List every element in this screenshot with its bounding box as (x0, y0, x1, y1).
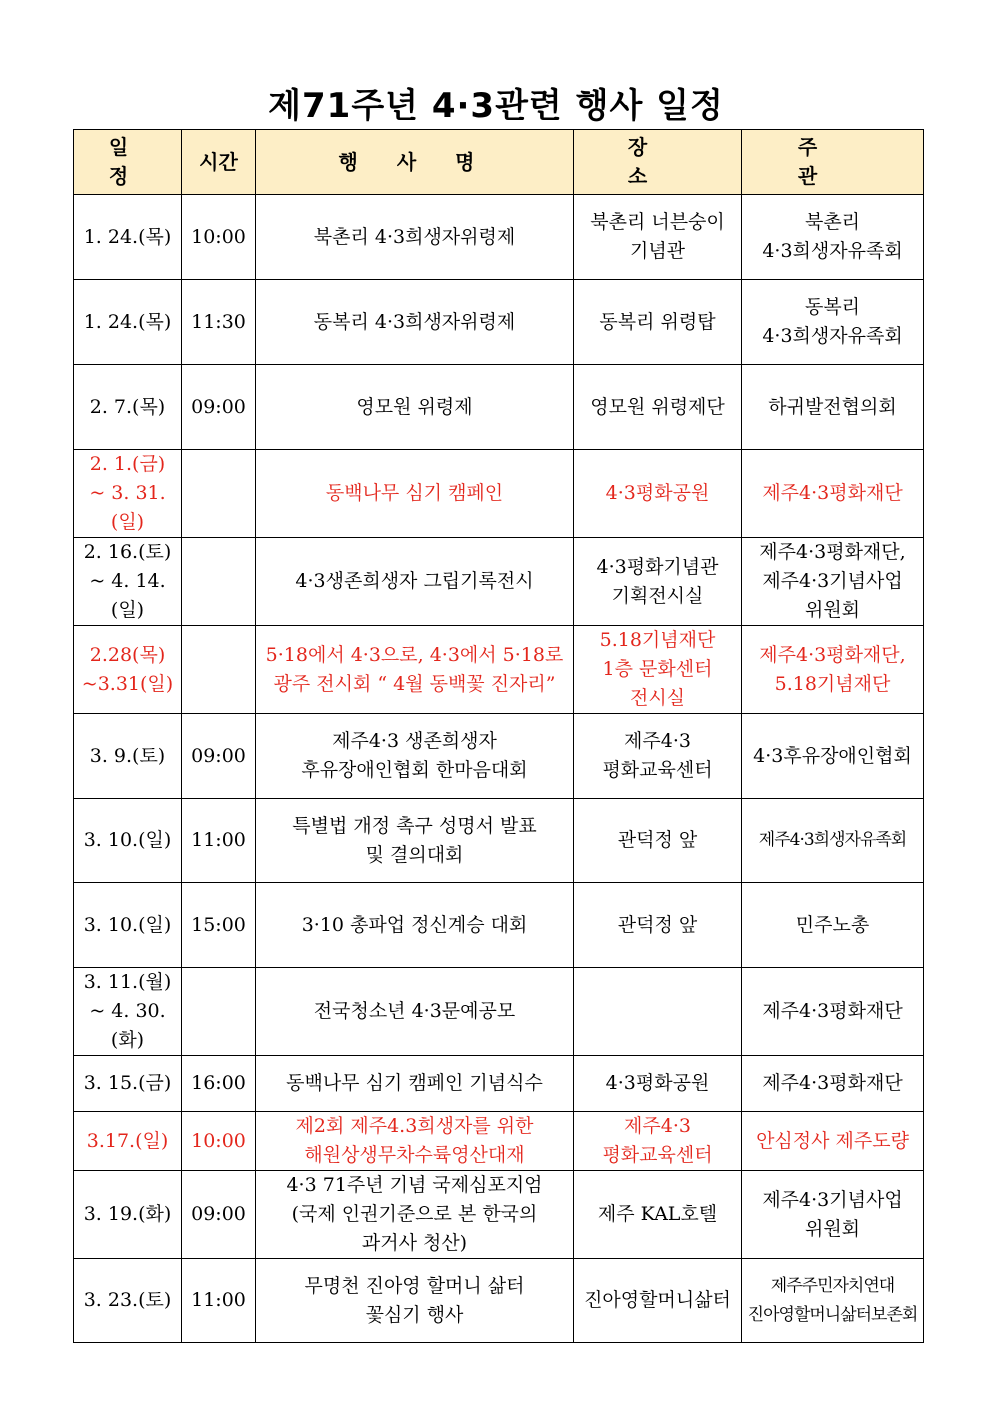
cell-host: 제주4·3평화재단, 5.18기념재단 (742, 626, 924, 714)
cell-date: 2. 1.(금) ~ 3. 31.(일) (74, 450, 182, 538)
table-row (74, 1056, 924, 1112)
cell-time: 10:00 (182, 195, 256, 280)
cell-host: 제주4·3희생자유족회 (742, 799, 924, 883)
table-row (74, 799, 924, 883)
cell-date: 1. 24.(목) (74, 195, 182, 280)
cell-time: 15:00 (182, 883, 256, 968)
table-row (74, 883, 924, 968)
cell-host: 제주4·3기념사업 위원회 (742, 1171, 924, 1259)
page-title: 제71주년 4·3관련 행사 일정 (268, 86, 724, 126)
cell-place: 관덕정 앞 (574, 799, 742, 883)
cell-event: 제주4·3 생존희생자 후유장애인협회 한마음대회 (256, 714, 574, 799)
cell-place: 제주 KAL호텔 (574, 1171, 742, 1259)
cell-host: 제주4·3평화재단 (742, 968, 924, 1056)
cell-event: 영모원 위령제 (256, 365, 574, 450)
table-row (74, 1259, 924, 1343)
cell-time (182, 626, 256, 714)
cell-time (182, 538, 256, 626)
cell-date: 3. 9.(토) (74, 714, 182, 799)
cell-event: 3·10 총파업 정신계승 대회 (256, 883, 574, 968)
cell-host: 4·3후유장애인협회 (742, 714, 924, 799)
table-header-row (74, 130, 924, 195)
cell-host: 안심정사 제주도량 (742, 1112, 924, 1171)
event-schedule-table (73, 129, 924, 1343)
cell-time (182, 450, 256, 538)
cell-place: 관덕정 앞 (574, 883, 742, 968)
cell-time: 09:00 (182, 365, 256, 450)
cell-date: 2.28(목) ~3.31(일) (74, 626, 182, 714)
cell-date: 3.17.(일) (74, 1112, 182, 1171)
cell-time: 16:00 (182, 1056, 256, 1112)
cell-event: 4·3 71주년 기념 국제심포지엄 (국제 인권기준으로 본 한국의 과거사 청산) (256, 1171, 574, 1259)
table-row (74, 450, 924, 538)
cell-place: 영모원 위령제단 (574, 365, 742, 450)
cell-event: 5·18에서 4·3으로, 4·3에서 5·18로 광주 전시회 “ 4월 동백꽃 진자리” (256, 626, 574, 714)
cell-date: 2. 16.(토) ~ 4. 14.(일) (74, 538, 182, 626)
cell-date: 3. 10.(일) (74, 883, 182, 968)
cell-event: 동복리 4·3희생자위령제 (256, 280, 574, 365)
cell-event: 특별법 개정 촉구 성명서 발표 및 결의대회 (256, 799, 574, 883)
table-row (74, 365, 924, 450)
table-row (74, 1112, 924, 1171)
column-header-event: 행 사 명 (256, 130, 574, 195)
cell-place: 4·3평화공원 (574, 1056, 742, 1112)
cell-place: 제주4·3 평화교육센터 (574, 714, 742, 799)
cell-date: 3. 15.(금) (74, 1056, 182, 1112)
column-header-place: 장 소 (574, 130, 742, 195)
cell-event: 동백나무 심기 캠페인 (256, 450, 574, 538)
cell-host: 제주4·3평화재단, 제주4·3기념사업 위원회 (742, 538, 924, 626)
schedule-body (74, 195, 924, 1343)
cell-date: 3. 10.(일) (74, 799, 182, 883)
cell-place: 동복리 위령탑 (574, 280, 742, 365)
cell-event: 제2회 제주4.3희생자를 위한 해원상생무차수륙영산대재 (256, 1112, 574, 1171)
cell-place: 북촌리 너븐숭이 기념관 (574, 195, 742, 280)
cell-time: 11:00 (182, 1259, 256, 1343)
cell-date: 1. 24.(목) (74, 280, 182, 365)
column-header-time: 시간 (182, 130, 256, 195)
cell-date: 2. 7.(목) (74, 365, 182, 450)
cell-time: 09:00 (182, 714, 256, 799)
table-row (74, 968, 924, 1056)
cell-time: 11:00 (182, 799, 256, 883)
cell-host: 북촌리 4·3희생자유족회 (742, 195, 924, 280)
cell-host: 민주노총 (742, 883, 924, 968)
table-row (74, 714, 924, 799)
cell-time (182, 968, 256, 1056)
cell-event: 4·3생존희생자 그립기록전시 (256, 538, 574, 626)
table-row (74, 626, 924, 714)
cell-time: 10:00 (182, 1112, 256, 1171)
cell-time: 09:00 (182, 1171, 256, 1259)
cell-event: 동백나무 심기 캠페인 기념식수 (256, 1056, 574, 1112)
table-row (74, 1171, 924, 1259)
cell-place (574, 968, 742, 1056)
table-row (74, 280, 924, 365)
cell-host: 제주4·3평화재단 (742, 1056, 924, 1112)
cell-date: 3. 19.(화) (74, 1171, 182, 1259)
column-header-date: 일 정 (74, 130, 182, 195)
cell-event: 북촌리 4·3희생자위령제 (256, 195, 574, 280)
table-row (74, 195, 924, 280)
column-header-host: 주 관 (742, 130, 924, 195)
cell-event: 전국청소년 4·3문예공모 (256, 968, 574, 1056)
cell-date: 3. 11.(월) ~ 4. 30.(화) (74, 968, 182, 1056)
cell-host: 제주4·3평화재단 (742, 450, 924, 538)
cell-host: 하귀발전협의회 (742, 365, 924, 450)
cell-place: 4·3평화공원 (574, 450, 742, 538)
cell-event: 무명천 진아영 할머니 삶터 꽃심기 행사 (256, 1259, 574, 1343)
cell-place: 제주4·3 평화교육센터 (574, 1112, 742, 1171)
cell-date: 3. 23.(토) (74, 1259, 182, 1343)
table-row (74, 538, 924, 626)
cell-time: 11:30 (182, 280, 256, 365)
cell-place: 진아영할머니삶터 (574, 1259, 742, 1343)
cell-place: 5.18기념재단 1층 문화센터 전시실 (574, 626, 742, 714)
cell-place: 4·3평화기념관 기획전시실 (574, 538, 742, 626)
cell-host: 동복리 4·3희생자유족회 (742, 280, 924, 365)
cell-host: 제주주민자치연대 진아영할머니삶터보존회 (742, 1259, 924, 1343)
